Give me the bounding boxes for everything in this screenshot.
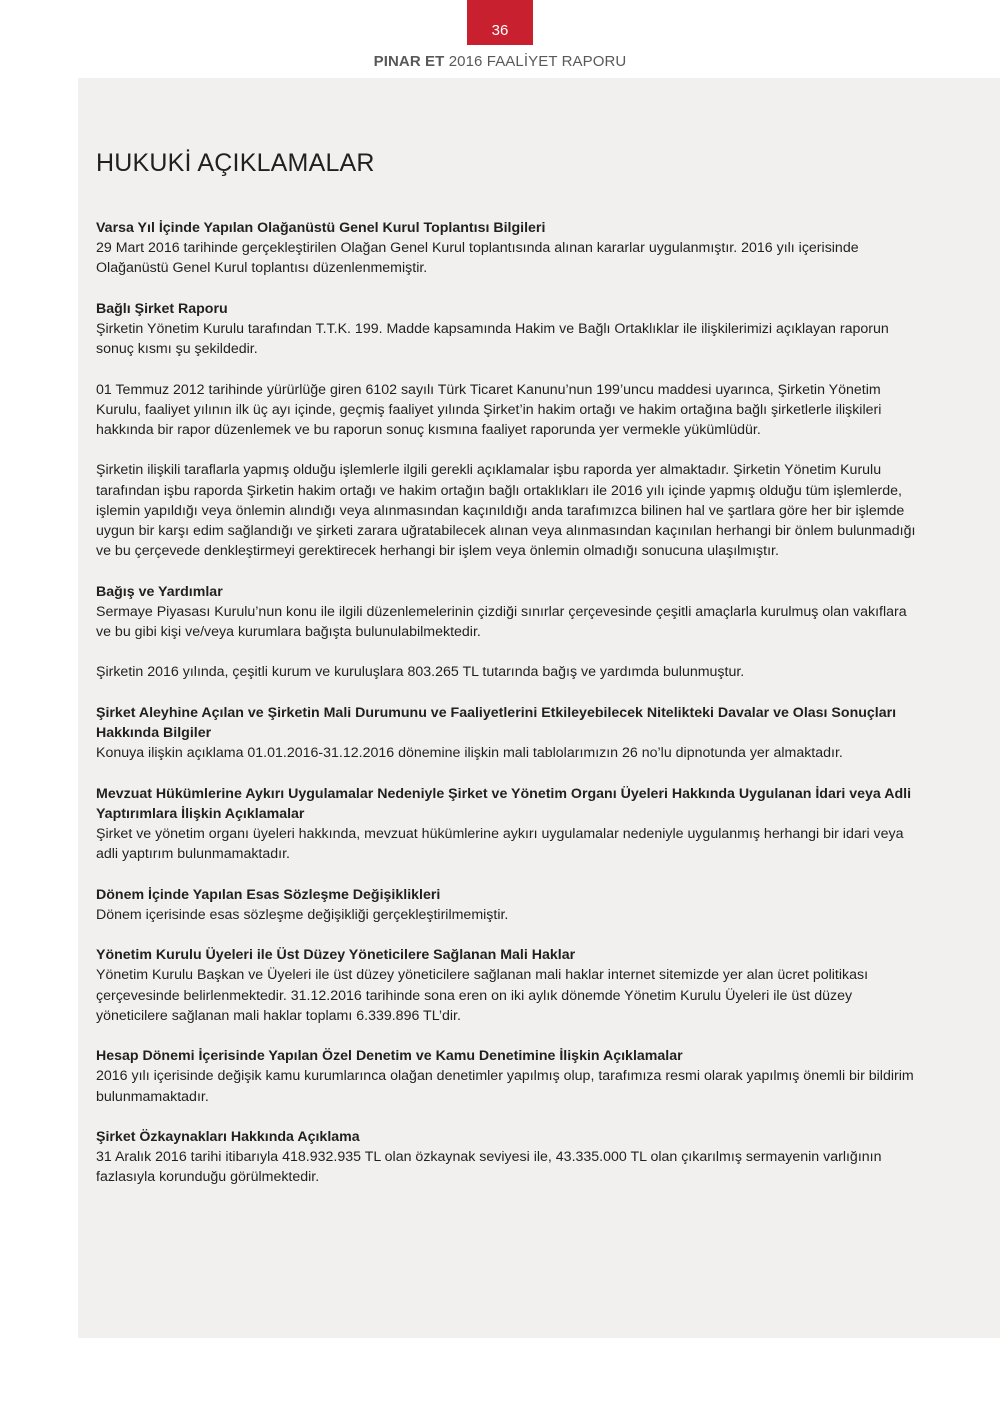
paragraph: Şirketin Yönetim Kurulu tarafından T.T.K. 199. Madde kapsamında Hakim ve Bağlı Ortaklıklar ile ilişkilerimizi açıklayan raporun sonuç kısmı şu şekildedir. [96, 321, 889, 358]
paragraph: 29 Mart 2016 tarihinde gerçekleştirilen Olağan Genel Kurul toplantısında alınan kararlar uygulanmıştır. 2016 yılı içerisinde Olağanüstü Genel Kurul toplantısı düzenlenmemiştir. [96, 240, 859, 277]
page-number: 36 [491, 22, 509, 39]
paragraph: Yönetim Kurulu Başkan ve Üyeleri ile üst düzey yöneticilere sağlanan mali haklar internet sitemizde yer alan ücret politikası çerçevesinde belirlenmektedir. 31.12.2016 tarihinde sona eren on iki aylık dönemde Yönetim Kurulu Üyeleri ile üst düzey yöneticilere sağlanan mali haklar toplamı 6.339.896 TL’dir. [96, 967, 869, 1024]
page-title: HUKUKİ AÇIKLAMALAR [96, 149, 375, 177]
paragraph: Sermaye Piyasası Kurulu’nun konu ile ilgili düzenlemelerinin çizdiği sınırlar çerçevesinde çeşitli amaçlarla kurulmuş olan vakıflara ve bu gibi kişi ve/veya kurumlara bağışta bulunulabilmektedir. [96, 603, 907, 640]
section-heading: Yönetim Kurulu Üyeleri ile Üst Düzey Yöneticilere Sağlanan Mali Haklar [96, 947, 576, 964]
section-equity [96, 1127, 916, 1188]
section-heading: Varsa Yıl İçinde Yapılan Olağanüstü Genel Kurul Toplantısı Bilgileri [96, 220, 546, 236]
section-lawsuits [96, 703, 916, 764]
section-heading: Bağlı Şirket Raporu [96, 300, 228, 317]
paragraph: Konuya ilişkin açıklama 01.01.2016-31.12.2016 dönemine ilişkin mali tablolarımızın 26 no’lu dipnotunda yer almaktadır. [96, 745, 843, 762]
section-audits [96, 1046, 916, 1107]
section-donations [96, 582, 916, 683]
report-title: 2016 FAALİYET RAPORU [448, 53, 627, 70]
paragraph: Şirketin 2016 yılında, çeşitli kurum ve kuruluşlara 803.265 TL tutarında bağış ve yardımda bulunmuştur. [96, 664, 745, 681]
section-heading: Şirket Aleyhine Açılan ve Şirketin Mali Durumunu ve Faaliyetlerini Etkileyebilecek Nitelikteki Davalar ve Olası Sonuçları Hakkında Bilgiler [96, 704, 897, 741]
paragraph: Şirketin ilişkili taraflarla yapmış olduğu işlemlerle ilgili gerekli açıklamalar işbu raporda yer almaktadır. Şirketin Yönetim Kurulu tarafından işbu raporda Şirketin hakim ortağı ve hakim ortağın bağlı ortaklıkları ile 2016 yılı içinde yapmış olduğu tüm işlemlerde, işlemin yapıldığı veya önlemin alındığı veya alınmasından kaçınıldığı anda tarafımızca bilinen hal ve şartlara göre her bir işlemde uygun bir karşı edim sağlandığı ve şirketi zarara uğratabilecek alınan veya alınmasından kaçınılan herhangi bir önlem bulunmadığı ve bu çerçevede denkleştirmeyi gerektirecek herhangi bir işlem veya önlemin olmadığı sonucuna ulaşılmıştır. [96, 462, 916, 560]
section-affiliate-report [96, 299, 916, 562]
section-extraordinary-general-meeting [96, 218, 916, 279]
paragraph: 31 Aralık 2016 tarihi itibarıyla 418.932.935 TL olan özkaynak seviyesi ile, 43.335.000 TL olan çıkarılmış sermayenin varlığının fazlasıyla korunduğu görülmektedir. [96, 1149, 882, 1186]
page-number-tab [467, 0, 533, 45]
document-body [96, 218, 916, 1208]
running-header [0, 53, 1000, 71]
section-heading: Bağış ve Yardımlar [96, 583, 223, 600]
section-sanctions [96, 784, 916, 865]
section-heading: Şirket Özkaynakları Hakkında Açıklama [96, 1128, 360, 1145]
paragraph: 2016 yılı içerisinde değişik kamu kurumlarınca olağan denetimler yapılmış olup, tarafımıza resmi olarak yapılmış önemli bir bildirim bulunmamaktadır. [96, 1068, 914, 1105]
section-heading: Dönem İçinde Yapılan Esas Sözleşme Değişiklikleri [96, 886, 441, 903]
section-board-remuneration [96, 945, 916, 1026]
paragraph: 01 Temmuz 2012 tarihinde yürürlüğe giren 6102 sayılı Türk Ticaret Kanunu’nun 199’uncu maddesi uyarınca, Şirketin Yönetim Kurulu, faaliyet yılının ilk üç ayı içinde, geçmiş faaliyet yılında Şirket’in hakim ortağı ve hakim ortağına bağlı şirketlerle ilişkileri hakkında bir rapor düzenlemek ve bu raporun sonuç kısmına faaliyet raporunda yer vermekle yükümlüdür. [96, 381, 882, 438]
section-articles-amendments [96, 885, 916, 925]
section-heading: Hesap Dönemi İçerisinde Yapılan Özel Denetim ve Kamu Denetimine İlişkin Açıklamalar [96, 1048, 683, 1065]
section-heading: Mevzuat Hükümlerine Aykırı Uygulamalar Nedeniyle Şirket ve Yönetim Organı Üyeleri Hakkında Uygulanan İdari veya Adli Yaptırımlara İlişkin Açıklamalar [96, 785, 912, 822]
brand-name: PINAR ET [373, 53, 445, 70]
paragraph: Dönem içerisinde esas sözleşme değişikliği gerçekleştirilmemiştir. [96, 906, 509, 923]
paragraph: Şirket ve yönetim organı üyeleri hakkında, mevzuat hükümlerine aykırı uygulamalar nedeniyle uygulanmış herhangi bir idari veya adli yaptırım bulunmamaktadır. [96, 825, 904, 863]
